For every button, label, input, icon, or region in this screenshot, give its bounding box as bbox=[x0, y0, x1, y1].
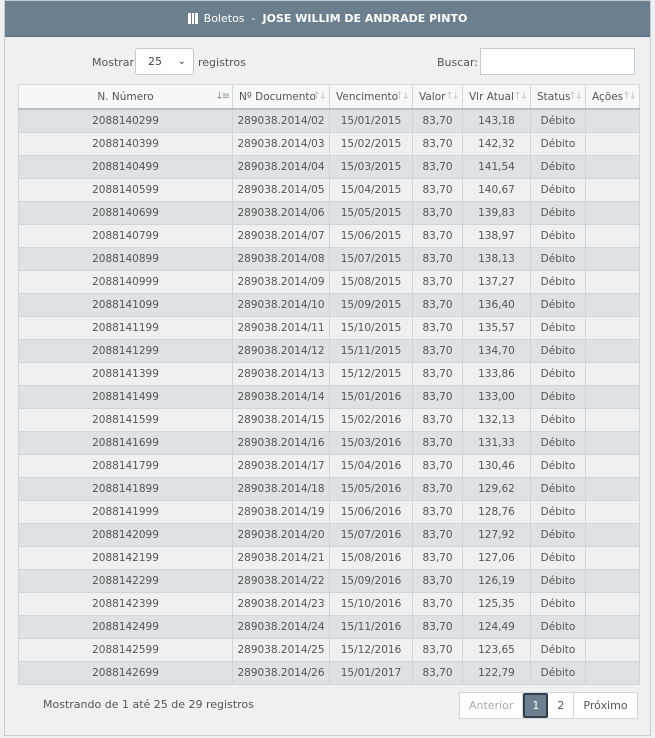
vlr-atual-cell: 138,13 bbox=[463, 248, 531, 271]
vencimento-cell: 15/02/2016 bbox=[330, 409, 413, 432]
numero-cell: 2088142199 bbox=[19, 547, 233, 570]
documento-cell: 289038.2014/15 bbox=[233, 409, 330, 432]
numero-cell: 2088142099 bbox=[19, 524, 233, 547]
table-row bbox=[19, 570, 640, 593]
valor-cell: 83,70 bbox=[413, 662, 463, 685]
status-cell: Débito bbox=[531, 547, 586, 570]
table-row bbox=[19, 317, 640, 340]
vlr-atual-cell: 128,76 bbox=[463, 501, 531, 524]
acoes-cell bbox=[586, 225, 640, 248]
acoes-cell bbox=[586, 409, 640, 432]
vencimento-cell: 15/12/2015 bbox=[330, 363, 413, 386]
documento-cell: 289038.2014/19 bbox=[233, 501, 330, 524]
documento-cell: 289038.2014/11 bbox=[233, 317, 330, 340]
acoes-cell bbox=[586, 432, 640, 455]
numero-cell: 2088141899 bbox=[19, 478, 233, 501]
numero-cell: 2088141299 bbox=[19, 340, 233, 363]
previous-button[interactable]: Anterior bbox=[460, 693, 523, 718]
documento-cell: 289038.2014/12 bbox=[233, 340, 330, 363]
valor-cell: 83,70 bbox=[413, 616, 463, 639]
documento-cell: 289038.2014/18 bbox=[233, 478, 330, 501]
search-label: Buscar: bbox=[437, 56, 479, 69]
table-row bbox=[19, 616, 640, 639]
vencimento-cell: 15/04/2016 bbox=[330, 455, 413, 478]
numero-cell: 2088141599 bbox=[19, 409, 233, 432]
acoes-cell bbox=[586, 340, 640, 363]
vencimento-cell: 15/07/2015 bbox=[330, 248, 413, 271]
status-cell: Débito bbox=[531, 179, 586, 202]
status-cell: Débito bbox=[531, 156, 586, 179]
vencimento-cell: 15/11/2015 bbox=[330, 340, 413, 363]
vlr-atual-cell: 122,79 bbox=[463, 662, 531, 685]
vlr-atual-cell: 127,06 bbox=[463, 547, 531, 570]
vencimento-cell: 15/05/2016 bbox=[330, 478, 413, 501]
numero-cell: 2088141699 bbox=[19, 432, 233, 455]
numero-cell: 2088142299 bbox=[19, 570, 233, 593]
sort-icon: ↑↓ bbox=[568, 91, 581, 102]
valor-cell: 83,70 bbox=[413, 225, 463, 248]
boletos-table bbox=[18, 84, 640, 685]
numero-cell: 2088140599 bbox=[19, 179, 233, 202]
vencimento-cell: 15/05/2015 bbox=[330, 202, 413, 225]
status-cell: Débito bbox=[531, 593, 586, 616]
vlr-atual-cell: 125,35 bbox=[463, 593, 531, 616]
numero-cell: 2088140699 bbox=[19, 202, 233, 225]
vlr-atual-cell: 124,49 bbox=[463, 616, 531, 639]
valor-cell: 83,70 bbox=[413, 294, 463, 317]
numero-cell: 2088141999 bbox=[19, 501, 233, 524]
table-row bbox=[19, 524, 640, 547]
table-row bbox=[19, 455, 640, 478]
numero-cell: 2088140999 bbox=[19, 271, 233, 294]
page-size-select[interactable] bbox=[135, 48, 194, 75]
acoes-cell bbox=[586, 570, 640, 593]
acoes-cell bbox=[586, 662, 640, 685]
acoes-cell bbox=[586, 593, 640, 616]
vlr-atual-cell: 127,92 bbox=[463, 524, 531, 547]
acoes-cell bbox=[586, 478, 640, 501]
boletos-panel bbox=[4, 0, 651, 736]
table-row bbox=[19, 340, 640, 363]
acoes-cell bbox=[586, 248, 640, 271]
vencimento-cell: 15/10/2015 bbox=[330, 317, 413, 340]
column-header-vencimento[interactable]: Vencimento ↑↓ bbox=[330, 85, 413, 110]
documento-cell: 289038.2014/05 bbox=[233, 179, 330, 202]
status-cell: Débito bbox=[531, 133, 586, 156]
status-cell: Débito bbox=[531, 478, 586, 501]
valor-cell: 83,70 bbox=[413, 363, 463, 386]
valor-cell: 83,70 bbox=[413, 179, 463, 202]
table-row bbox=[19, 248, 640, 271]
column-header-documento[interactable]: Nº Documento ↑↓ bbox=[233, 85, 330, 110]
acoes-cell bbox=[586, 133, 640, 156]
valor-cell: 83,70 bbox=[413, 133, 463, 156]
vencimento-cell: 15/01/2017 bbox=[330, 662, 413, 685]
status-cell: Débito bbox=[531, 271, 586, 294]
vencimento-cell: 15/01/2016 bbox=[330, 386, 413, 409]
documento-cell: 289038.2014/24 bbox=[233, 616, 330, 639]
vlr-atual-cell: 123,65 bbox=[463, 639, 531, 662]
documento-cell: 289038.2014/17 bbox=[233, 455, 330, 478]
status-cell: Débito bbox=[531, 294, 586, 317]
status-cell: Débito bbox=[531, 317, 586, 340]
vencimento-cell: 15/06/2015 bbox=[330, 225, 413, 248]
valor-cell: 83,70 bbox=[413, 593, 463, 616]
valor-cell: 83,70 bbox=[413, 271, 463, 294]
vlr-atual-cell: 134,70 bbox=[463, 340, 531, 363]
table-row bbox=[19, 432, 640, 455]
status-cell: Débito bbox=[531, 363, 586, 386]
status-cell: Débito bbox=[531, 662, 586, 685]
numero-cell: 2088142699 bbox=[19, 662, 233, 685]
acoes-cell bbox=[586, 317, 640, 340]
documento-cell: 289038.2014/25 bbox=[233, 639, 330, 662]
vlr-atual-cell: 132,13 bbox=[463, 409, 531, 432]
page-2-button[interactable]: 2 bbox=[548, 693, 574, 718]
acoes-cell bbox=[586, 363, 640, 386]
documento-cell: 289038.2014/02 bbox=[233, 109, 330, 133]
vlr-atual-cell: 131,33 bbox=[463, 432, 531, 455]
vencimento-cell: 15/07/2016 bbox=[330, 524, 413, 547]
vencimento-cell: 15/02/2015 bbox=[330, 133, 413, 156]
status-cell: Débito bbox=[531, 225, 586, 248]
valor-cell: 83,70 bbox=[413, 340, 463, 363]
vlr-atual-cell: 142,32 bbox=[463, 133, 531, 156]
header-separator: - bbox=[251, 12, 256, 25]
sort-icon: ↓≡ bbox=[215, 91, 228, 102]
acoes-cell bbox=[586, 501, 640, 524]
vencimento-cell: 15/08/2016 bbox=[330, 547, 413, 570]
status-cell: Débito bbox=[531, 501, 586, 524]
vlr-atual-cell: 133,86 bbox=[463, 363, 531, 386]
vencimento-cell: 15/10/2016 bbox=[330, 593, 413, 616]
header-section: Boletos bbox=[203, 12, 245, 25]
valor-cell: 83,70 bbox=[413, 386, 463, 409]
table-row bbox=[19, 478, 640, 501]
valor-cell: 83,70 bbox=[413, 570, 463, 593]
sort-icon: ↑↓ bbox=[445, 91, 458, 102]
valor-cell: 83,70 bbox=[413, 478, 463, 501]
chevron-down-icon: ⌄ bbox=[177, 56, 186, 67]
vlr-atual-cell: 135,57 bbox=[463, 317, 531, 340]
vlr-atual-cell: 141,54 bbox=[463, 156, 531, 179]
acoes-cell bbox=[586, 294, 640, 317]
documento-cell: 289038.2014/23 bbox=[233, 593, 330, 616]
vencimento-cell: 15/03/2016 bbox=[330, 432, 413, 455]
acoes-cell bbox=[586, 455, 640, 478]
vencimento-cell: 15/08/2015 bbox=[330, 271, 413, 294]
acoes-cell bbox=[586, 524, 640, 547]
book-icon bbox=[188, 13, 198, 24]
numero-cell: 2088140399 bbox=[19, 133, 233, 156]
vencimento-cell: 15/09/2016 bbox=[330, 570, 413, 593]
valor-cell: 83,70 bbox=[413, 432, 463, 455]
valor-cell: 83,70 bbox=[413, 501, 463, 524]
client-name: JOSE WILLIM DE ANDRADE PINTO bbox=[262, 12, 468, 25]
show-label: Mostrar bbox=[92, 56, 135, 69]
acoes-cell bbox=[586, 616, 640, 639]
table-row bbox=[19, 547, 640, 570]
numero-cell: 2088142399 bbox=[19, 593, 233, 616]
valor-cell: 83,70 bbox=[413, 524, 463, 547]
documento-cell: 289038.2014/16 bbox=[233, 432, 330, 455]
documento-cell: 289038.2014/22 bbox=[233, 570, 330, 593]
column-header-vlr-atual[interactable]: Vlr Atual ↑↓ bbox=[463, 85, 531, 110]
sort-icon: ↑↓ bbox=[395, 91, 408, 102]
next-button[interactable]: Próximo bbox=[583, 699, 628, 712]
acoes-cell bbox=[586, 386, 640, 409]
valor-cell: 83,70 bbox=[413, 109, 463, 133]
valor-cell: 83,70 bbox=[413, 455, 463, 478]
numero-cell: 2088141399 bbox=[19, 363, 233, 386]
documento-cell: 289038.2014/03 bbox=[233, 133, 330, 156]
acoes-cell bbox=[586, 639, 640, 662]
documento-cell: 289038.2014/04 bbox=[233, 156, 330, 179]
table-row bbox=[19, 156, 640, 179]
vlr-atual-cell: 130,46 bbox=[463, 455, 531, 478]
vencimento-cell: 15/03/2015 bbox=[330, 156, 413, 179]
acoes-cell bbox=[586, 202, 640, 225]
vencimento-cell: 15/06/2016 bbox=[330, 501, 413, 524]
valor-cell: 83,70 bbox=[413, 547, 463, 570]
table-row bbox=[19, 109, 640, 133]
valor-cell: 83,70 bbox=[413, 202, 463, 225]
documento-cell: 289038.2014/13 bbox=[233, 363, 330, 386]
column-header-status[interactable]: Status ↑↓ bbox=[531, 85, 586, 110]
status-cell: Débito bbox=[531, 616, 586, 639]
numero-cell: 2088141499 bbox=[19, 386, 233, 409]
vlr-atual-cell: 137,27 bbox=[463, 271, 531, 294]
documento-cell: 289038.2014/06 bbox=[233, 202, 330, 225]
acoes-cell bbox=[586, 109, 640, 133]
valor-cell: 83,70 bbox=[413, 156, 463, 179]
table-body bbox=[19, 109, 640, 685]
vencimento-cell: 15/11/2016 bbox=[330, 616, 413, 639]
status-cell: Débito bbox=[531, 524, 586, 547]
panel-header bbox=[5, 1, 650, 37]
table-row bbox=[19, 386, 640, 409]
numero-cell: 2088140899 bbox=[19, 248, 233, 271]
status-cell: Débito bbox=[531, 202, 586, 225]
column-header-numero[interactable]: N. Número ↓≡ bbox=[19, 85, 233, 110]
column-header-acoes[interactable]: Ações ↑↓ bbox=[586, 85, 640, 110]
sort-icon: ↑↓ bbox=[513, 91, 526, 102]
search-input[interactable] bbox=[480, 48, 635, 75]
documento-cell: 289038.2014/09 bbox=[233, 271, 330, 294]
documento-cell: 289038.2014/07 bbox=[233, 225, 330, 248]
numero-cell: 2088140799 bbox=[19, 225, 233, 248]
status-cell: Débito bbox=[531, 432, 586, 455]
acoes-cell bbox=[586, 179, 640, 202]
vencimento-cell: 15/01/2015 bbox=[330, 109, 413, 133]
valor-cell: 83,70 bbox=[413, 317, 463, 340]
records-label: registros bbox=[198, 56, 246, 69]
table-row bbox=[19, 593, 640, 616]
numero-cell: 2088141199 bbox=[19, 317, 233, 340]
valor-cell: 83,70 bbox=[413, 248, 463, 271]
table-row bbox=[19, 202, 640, 225]
numero-cell: 2088141799 bbox=[19, 455, 233, 478]
table-info: Mostrando de 1 até 25 de 29 registros bbox=[43, 698, 254, 711]
status-cell: Débito bbox=[531, 109, 586, 133]
numero-cell: 2088140499 bbox=[19, 156, 233, 179]
status-cell: Débito bbox=[531, 340, 586, 363]
vencimento-cell: 15/12/2016 bbox=[330, 639, 413, 662]
numero-cell: 2088142599 bbox=[19, 639, 233, 662]
vlr-atual-cell: 140,67 bbox=[463, 179, 531, 202]
table-row bbox=[19, 133, 640, 156]
documento-cell: 289038.2014/26 bbox=[233, 662, 330, 685]
status-cell: Débito bbox=[531, 248, 586, 271]
column-header-valor[interactable]: Valor ↑↓ bbox=[413, 85, 463, 110]
numero-cell: 2088141099 bbox=[19, 294, 233, 317]
pagination bbox=[459, 692, 638, 719]
table-row bbox=[19, 409, 640, 432]
status-cell: Débito bbox=[531, 455, 586, 478]
table-row bbox=[19, 179, 640, 202]
documento-cell: 289038.2014/14 bbox=[233, 386, 330, 409]
documento-cell: 289038.2014/10 bbox=[233, 294, 330, 317]
acoes-cell bbox=[586, 547, 640, 570]
status-cell: Débito bbox=[531, 409, 586, 432]
numero-cell: 2088142499 bbox=[19, 616, 233, 639]
status-cell: Débito bbox=[531, 639, 586, 662]
vencimento-cell: 15/09/2015 bbox=[330, 294, 413, 317]
sort-icon: ↑↓ bbox=[622, 91, 635, 102]
vlr-atual-cell: 126,19 bbox=[463, 570, 531, 593]
page-size-value: 25 bbox=[148, 55, 162, 68]
vencimento-cell: 15/04/2015 bbox=[330, 179, 413, 202]
acoes-cell bbox=[586, 156, 640, 179]
table-row bbox=[19, 662, 640, 685]
table-row bbox=[19, 363, 640, 386]
vlr-atual-cell: 133,00 bbox=[463, 386, 531, 409]
vlr-atual-cell: 138,97 bbox=[463, 225, 531, 248]
acoes-cell bbox=[586, 271, 640, 294]
table-row bbox=[19, 639, 640, 662]
page-1-button[interactable]: 1 bbox=[523, 693, 548, 718]
table-row bbox=[19, 225, 640, 248]
table-row bbox=[19, 294, 640, 317]
table-row bbox=[19, 501, 640, 524]
documento-cell: 289038.2014/21 bbox=[233, 547, 330, 570]
table-controls bbox=[5, 37, 650, 89]
numero-cell: 2088140299 bbox=[19, 109, 233, 133]
vlr-atual-cell: 143,18 bbox=[463, 109, 531, 133]
documento-cell: 289038.2014/08 bbox=[233, 248, 330, 271]
documento-cell: 289038.2014/20 bbox=[233, 524, 330, 547]
table-header-row bbox=[19, 85, 640, 110]
status-cell: Débito bbox=[531, 386, 586, 409]
status-cell: Débito bbox=[531, 570, 586, 593]
vlr-atual-cell: 136,40 bbox=[463, 294, 531, 317]
table-row bbox=[19, 271, 640, 294]
vlr-atual-cell: 139,83 bbox=[463, 202, 531, 225]
vlr-atual-cell: 129,62 bbox=[463, 478, 531, 501]
valor-cell: 83,70 bbox=[413, 639, 463, 662]
sort-icon: ↑↓ bbox=[312, 91, 325, 102]
valor-cell: 83,70 bbox=[413, 409, 463, 432]
